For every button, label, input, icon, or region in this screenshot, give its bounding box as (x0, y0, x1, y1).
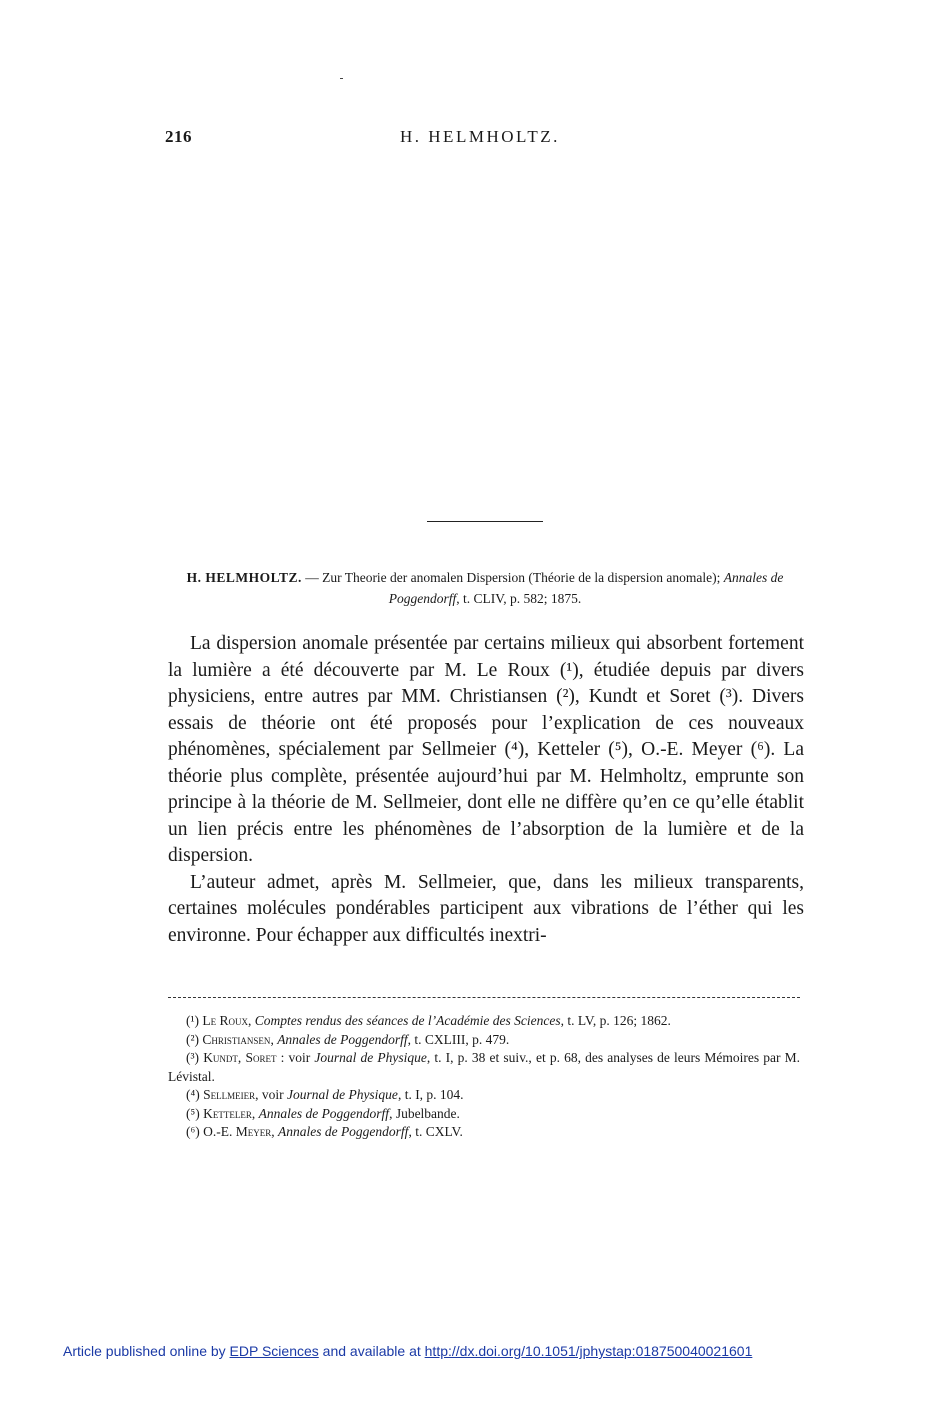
heading-dash: — (301, 570, 323, 585)
doi-link[interactable]: http://dx.doi.org/10.1051/jphystap:018750040021601 (424, 1343, 753, 1359)
footnote: (²) Christiansen, Annales de Poggendorff, t. CXLIII, p. 479. (186, 1031, 510, 1047)
footnote: (⁴) Sellmeier, voir Journal de Physique, t. I, p. 104. (186, 1087, 464, 1102)
footnote: (⁶) O.-E. Meyer, Annales de Poggendorff, t. CXLV. (186, 1124, 463, 1139)
print-speck (340, 78, 343, 79)
heading-citation: , t. CLIV, p. 582; 1875. (456, 591, 582, 606)
footer-middle: and available at (318, 1343, 425, 1359)
heading-title: Zur Theorie der anomalen Dispersion (Théorie de la dispersion anomale); (322, 570, 724, 585)
footnote: (³) Kundt, Soret : voir Journal de Physique, t. I, p. 38 et suiv., et p. 68, des analyses de leurs Mémoires par M. Lévistal. (168, 1050, 800, 1084)
heading-journal: Annales de Poggendorff (388, 570, 784, 606)
footer-prefix: Article published online by (63, 1343, 230, 1359)
body-text (168, 631, 804, 949)
footnote-separator (168, 997, 800, 998)
article-heading (168, 567, 802, 609)
footnotes (168, 1012, 800, 1142)
paragraph: L’auteur admet, après M. Sellmeier, que, dans les milieux transparents, certaines molécules pondérables participent aux vibrations de l’éther qui les environne. Pour échapper aux difficultés inextri- (168, 871, 804, 946)
footnote: (¹) Le Roux, Comptes rendus des séances de l’Académie des Sciences, t. LV, p. 126; 1862. (186, 1013, 671, 1028)
footnote: (⁵) Ketteler, Annales de Poggendorff, Jubelbande. (186, 1105, 460, 1121)
page-number: 216 (165, 127, 192, 146)
running-title: H. HELMHOLTZ. (400, 127, 560, 146)
publication-footer (63, 1343, 752, 1359)
section-divider (427, 521, 543, 522)
publisher-link[interactable]: EDP Sciences (229, 1343, 319, 1359)
heading-author: H. HELMHOLTZ. (186, 570, 302, 585)
paragraph: La dispersion anomale présentée par certains milieux qui absorbent fortement la lumière a été découverte par M. Le Roux (¹), étudiée depuis par divers physiciens, entre autres par MM. Christiansen (²), Kundt et Soret (³). Divers essais de théorie ont été proposés pour l’explication de ces nouveaux phénomènes, spécialement par Sellmeier (⁴), Ketteler (⁵), O.-E. Meyer (⁶). La théorie plus complète, présentée aujourd’hui par M. Helmholtz, emprunte son principe à la théorie de M. Sellmeier, dont elle ne diffère qu’en ce qu’elle établit un lien précis entre les phénomènes de l’absorption de la lumière et de la dispersion. (168, 633, 804, 866)
